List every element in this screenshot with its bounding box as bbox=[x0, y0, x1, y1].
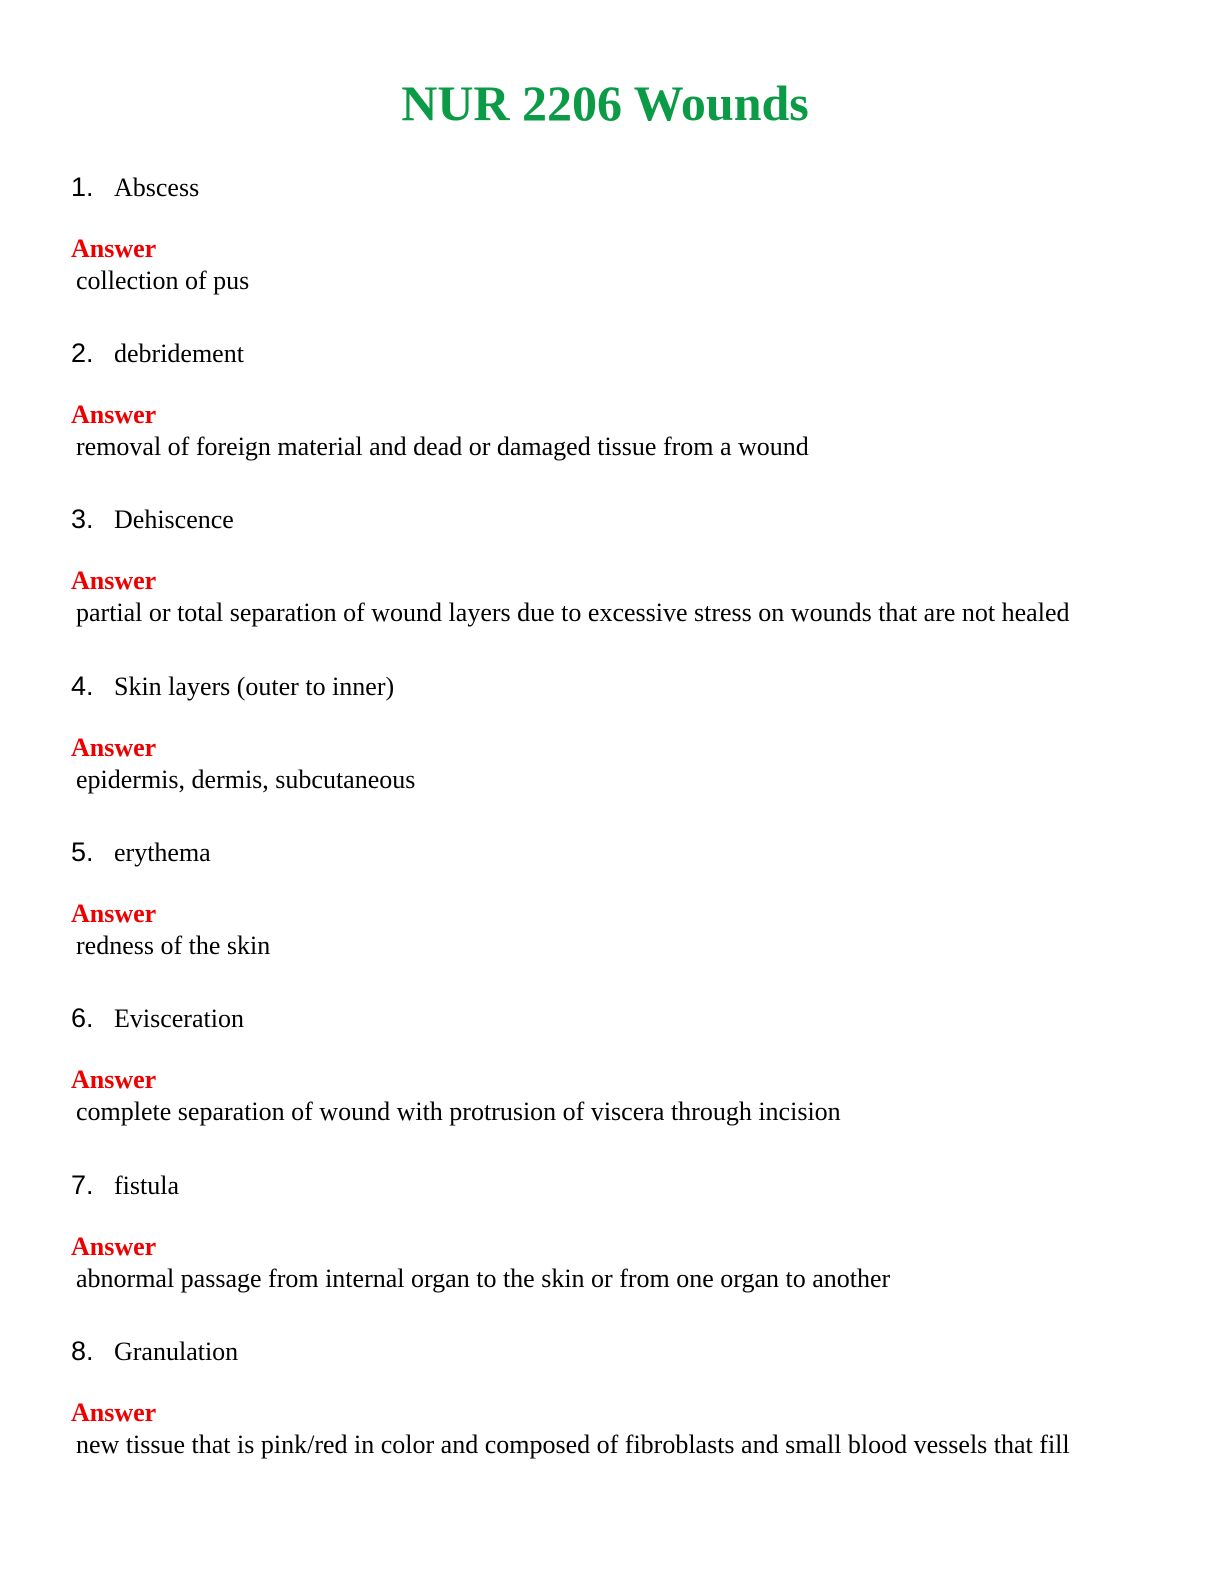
answer-text: collection of pus bbox=[76, 266, 250, 295]
question-number: 8. bbox=[71, 1336, 94, 1366]
question-number: 3. bbox=[71, 504, 94, 534]
question-term: debridement bbox=[114, 339, 244, 368]
qa-item-7 bbox=[71, 1170, 1191, 1298]
answer-label: Answer bbox=[71, 733, 157, 762]
answer-text: abnormal passage from internal organ to the skin or from one organ to another bbox=[76, 1264, 891, 1293]
question-row bbox=[71, 671, 1191, 707]
qa-item-3 bbox=[71, 504, 1191, 632]
question-term: Granulation bbox=[114, 1337, 239, 1366]
question-row bbox=[71, 1336, 1191, 1372]
qa-item-2 bbox=[71, 338, 1191, 466]
answer-label: Answer bbox=[71, 400, 157, 429]
question-term: Dehiscence bbox=[114, 505, 234, 534]
page-title: NUR 2206 Wounds bbox=[401, 75, 809, 131]
question-row bbox=[71, 1170, 1191, 1206]
question-number: 7. bbox=[71, 1170, 94, 1200]
question-number: 6. bbox=[71, 1003, 94, 1033]
question-term: Evisceration bbox=[114, 1004, 244, 1033]
question-number: 1. bbox=[71, 172, 94, 202]
qa-item-4 bbox=[71, 671, 1191, 799]
question-number: 2. bbox=[71, 338, 94, 368]
qa-item-8 bbox=[71, 1336, 1191, 1464]
answer-text: epidermis, dermis, subcutaneous bbox=[76, 765, 416, 794]
question-row bbox=[71, 504, 1191, 540]
qa-item-6 bbox=[71, 1003, 1191, 1131]
answer-text: new tissue that is pink/red in color and composed of fibroblasts and small blood vessels that fill bbox=[76, 1430, 1070, 1459]
question-row bbox=[71, 837, 1191, 873]
question-term: fistula bbox=[114, 1171, 179, 1200]
question-term: erythema bbox=[114, 838, 211, 867]
answer-label: Answer bbox=[71, 234, 157, 263]
question-term: Skin layers (outer to inner) bbox=[114, 672, 395, 701]
question-row bbox=[71, 1003, 1191, 1039]
answer-text: redness of the skin bbox=[76, 931, 271, 960]
question-number: 5. bbox=[71, 837, 94, 867]
answer-label: Answer bbox=[71, 566, 157, 595]
answer-text: complete separation of wound with protrusion of viscera through incision bbox=[76, 1097, 841, 1126]
answer-text: partial or total separation of wound layers due to excessive stress on wounds that are not healed bbox=[76, 598, 1070, 627]
question-row bbox=[71, 338, 1191, 374]
answer-text: removal of foreign material and dead or damaged tissue from a wound bbox=[76, 432, 809, 461]
answer-label: Answer bbox=[71, 1065, 157, 1094]
qa-item-1 bbox=[71, 172, 1191, 300]
answer-label: Answer bbox=[71, 899, 157, 928]
qa-item-5 bbox=[71, 837, 1191, 965]
question-term: Abscess bbox=[114, 173, 200, 202]
question-number: 4. bbox=[71, 671, 94, 701]
answer-label: Answer bbox=[71, 1398, 157, 1427]
question-row bbox=[71, 172, 1191, 208]
answer-label: Answer bbox=[71, 1232, 157, 1261]
